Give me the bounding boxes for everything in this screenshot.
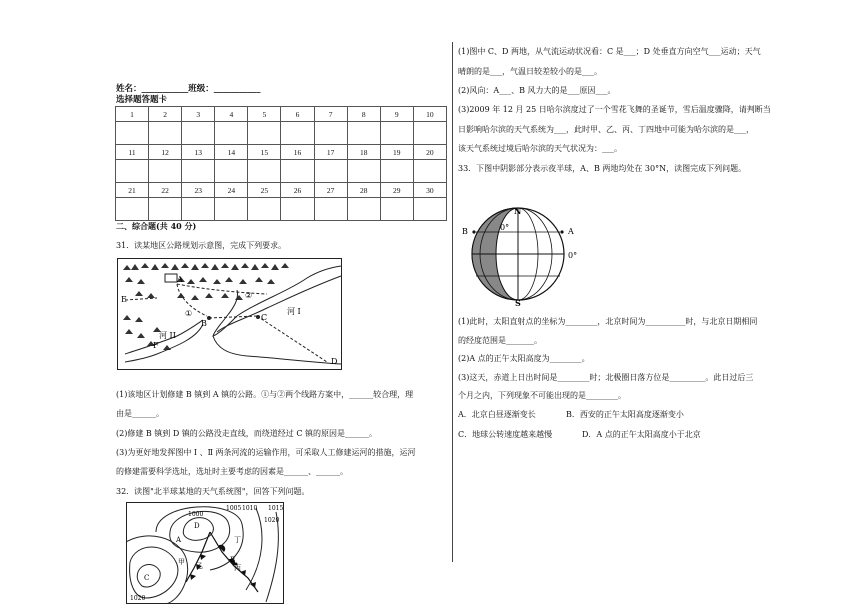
isobar-1000: 1000: [188, 511, 204, 518]
answer-cell-number: 5: [248, 107, 281, 122]
globe-label-0deg-top: 0°: [500, 223, 510, 232]
globe-label-S: S: [515, 298, 521, 306]
answer-grid-number-row: [116, 183, 447, 198]
answer-cell-number: 28: [347, 183, 380, 198]
map-label-A: A: [177, 275, 183, 284]
q33-part3-line2: 个月之内，下列现象不可能出现的是________。: [458, 391, 626, 400]
isobar-1015: 1015: [268, 505, 284, 512]
answer-cell-number: 12: [149, 145, 182, 160]
answer-cell-blank[interactable]: [413, 198, 446, 221]
q33-part1-line1: (1)此时，太阳直射点的坐标为________，北京时间为__________时，与北京日期相同: [458, 317, 758, 326]
section-title: 二、综合题(共 40 分): [116, 221, 197, 231]
answer-cell-number: 3: [182, 107, 215, 122]
map-label-C: C: [261, 313, 268, 322]
answer-grid-number-row: [116, 107, 447, 122]
answer-cell-blank[interactable]: [248, 198, 281, 221]
answer-cell-blank[interactable]: [215, 198, 248, 221]
globe-diagram: [458, 204, 588, 306]
answer-cell-number: 8: [347, 107, 380, 122]
map-route-2: ②: [245, 291, 253, 300]
answer-cell-number: 15: [248, 145, 281, 160]
answer-cell-blank[interactable]: [182, 198, 215, 221]
answer-cell-number: 30: [413, 183, 446, 198]
answer-cell-number: 25: [248, 183, 281, 198]
answer-cell-blank[interactable]: [182, 122, 215, 145]
answer-cell-number: 14: [215, 145, 248, 160]
q32-part3-line2: 日影响哈尔滨的天气系统为___，此时甲、乙、丙、丁四地中可能为哈尔滨的是___，: [458, 125, 754, 134]
answer-grid-blank-row: [116, 122, 447, 145]
column-divider: [452, 42, 453, 562]
isobar-1020-left: 1020: [130, 595, 146, 602]
answer-cell-blank[interactable]: [281, 198, 314, 221]
answer-cell-blank[interactable]: [248, 122, 281, 145]
map-label-F: F: [153, 341, 159, 350]
q32-part1-line2: 晴朗的是___，气温日较差较小的是___。: [458, 67, 602, 76]
answer-cell-blank[interactable]: [182, 160, 215, 183]
map-river-2: 河 II: [159, 331, 176, 340]
weather-system-map: [126, 502, 284, 604]
isobar-1020-right: 1020: [264, 517, 280, 524]
answer-cell-number: 10: [413, 107, 446, 122]
q31-part1-line2: 由是______。: [116, 409, 164, 418]
q33-option-B: B．西安的正午太阳高度逐渐变小: [566, 410, 684, 419]
answer-cell-blank[interactable]: [116, 160, 149, 183]
q32-part1-line1: (1)图中 C、D 两地，从气流运动状况看：C 是___；D 处垂直方向空气___运动；天气: [458, 47, 761, 56]
answer-cell-blank[interactable]: [380, 122, 413, 145]
road-planning-map: [117, 258, 342, 370]
map-label-E: E: [121, 295, 127, 304]
answer-cell-number: 20: [413, 145, 446, 160]
q31-intro: 31．读某地区公路规划示意图，完成下列要求。: [116, 241, 287, 250]
globe-label-0deg-equator: 0°: [568, 251, 578, 260]
answer-cell-number: 4: [215, 107, 248, 122]
map-label-D: D: [331, 357, 338, 366]
answer-cell-number: 19: [380, 145, 413, 160]
q31-part3-line2: 的修建需要科学选址，选址时主要考虑的因素是______、______。: [116, 467, 348, 476]
answer-cell-blank[interactable]: [380, 198, 413, 221]
answer-cell-number: 2: [149, 107, 182, 122]
answer-cell-blank[interactable]: [380, 160, 413, 183]
answer-cell-number: 13: [182, 145, 215, 160]
answer-cell-blank[interactable]: [116, 198, 149, 221]
answer-cell-number: 22: [149, 183, 182, 198]
q32-part2: (2)风向：A___、B 风力大的是___原因___。: [458, 86, 616, 95]
q33-part1-line2: 的经度范围是_______。: [458, 336, 542, 345]
answer-cell-blank[interactable]: [215, 160, 248, 183]
weather-label-D: D: [194, 522, 200, 530]
answer-cell-blank[interactable]: [281, 160, 314, 183]
q31-part1-line1: (1)该地区计划修建 B 镇到 A 镇的公路。①与②两个线路方案中，______较合理，理: [116, 390, 414, 399]
q32-part3-line3: 该天气系统过境后哈尔滨的天气状况为：___。: [458, 144, 622, 153]
answer-cell-blank[interactable]: [413, 122, 446, 145]
answer-cell-number: 23: [182, 183, 215, 198]
globe-label-B: B: [462, 227, 468, 236]
answer-cell-blank[interactable]: [314, 198, 347, 221]
weather-label-jia: 甲: [178, 558, 185, 566]
q33-option-D: D．A 点的正午太阳高度小于北京: [582, 430, 701, 439]
q33-intro: 33．下图中阴影部分表示夜半球，A、B 两地均处在 30°N，读图完成下列问题。: [458, 164, 747, 173]
answer-cell-blank[interactable]: [215, 122, 248, 145]
answer-cell-number: 27: [314, 183, 347, 198]
answer-cell-number: 21: [116, 183, 149, 198]
answer-cell-blank[interactable]: [347, 122, 380, 145]
globe-label-N: N: [514, 206, 522, 216]
map-label-B: B: [201, 319, 207, 328]
answer-cell-number: 11: [116, 145, 149, 160]
answer-grid-blank-row: [116, 160, 447, 183]
answer-cell-number: 18: [347, 145, 380, 160]
answer-cell-number: 26: [281, 183, 314, 198]
answer-grid-number-row: [116, 145, 447, 160]
answer-cell-blank[interactable]: [413, 160, 446, 183]
isobar-1010: 1010: [242, 505, 258, 512]
q33-option-C: C．地球公转速度越来越慢: [458, 430, 553, 439]
isobar-1005: 1005: [226, 505, 242, 512]
answer-cell-blank[interactable]: [314, 160, 347, 183]
answer-card-title: 选择题答题卡: [116, 95, 168, 105]
q32-intro: 32．读图"北半球某地的天气系统图"，回答下列问题。: [116, 487, 310, 496]
weather-label-A: A: [176, 536, 182, 544]
weather-label-ding: 丁: [234, 536, 241, 544]
map-route-1: ①: [185, 309, 193, 318]
name-class-line: 姓名：___________班级：___________: [116, 84, 261, 94]
answer-cell-blank[interactable]: [248, 160, 281, 183]
answer-grid: [115, 106, 447, 221]
map-river-1: 河 I: [287, 307, 301, 316]
answer-cell-number: 24: [215, 183, 248, 198]
q31-part3-line1: (3)为更好地发挥图中 Ⅰ 、Ⅱ 两条河流的运输作用，可采取人工修建运河的措施，运河: [116, 448, 416, 457]
answer-cell-blank[interactable]: [314, 122, 347, 145]
answer-cell-blank[interactable]: [149, 160, 182, 183]
weather-label-B: B: [230, 556, 236, 564]
weather-label-C: C: [144, 574, 150, 582]
weather-label-bing: 丙: [234, 564, 241, 572]
answer-cell-number: 16: [281, 145, 314, 160]
q33-part3-line1: (3)这天，赤道上日出时间是________时；北极圈日落方位是_________。此日过后三: [458, 373, 754, 382]
q32-part3-line1: (3)2009 年 12 月 25 日哈尔滨度过了一个雪花飞舞的圣诞节，雪后温度骤降，请判断当: [458, 105, 771, 114]
answer-cell-number: 7: [314, 107, 347, 122]
answer-cell-blank[interactable]: [281, 122, 314, 145]
answer-cell-number: 9: [380, 107, 413, 122]
answer-cell-blank[interactable]: [347, 198, 380, 221]
answer-cell-number: 6: [281, 107, 314, 122]
answer-cell-blank[interactable]: [149, 122, 182, 145]
answer-cell-blank[interactable]: [116, 122, 149, 145]
answer-cell-blank[interactable]: [347, 160, 380, 183]
answer-cell-number: 1: [116, 107, 149, 122]
answer-grid-blank-row: [116, 198, 447, 221]
answer-cell-number: 29: [380, 183, 413, 198]
q31-part2: (2)修建 B 镇到 D 镇的公路没走直线，而绕道经过 C 镇的原因是______。: [116, 429, 378, 438]
q33-part2: (2)A 点的正午太阳高度为________。: [458, 354, 590, 363]
weather-label-yi: 乙: [196, 562, 203, 570]
q33-option-A: A．北京白昼逐渐变长: [458, 410, 536, 419]
answer-cell-blank[interactable]: [149, 198, 182, 221]
answer-cell-number: 17: [314, 145, 347, 160]
globe-label-A: A: [568, 227, 574, 236]
